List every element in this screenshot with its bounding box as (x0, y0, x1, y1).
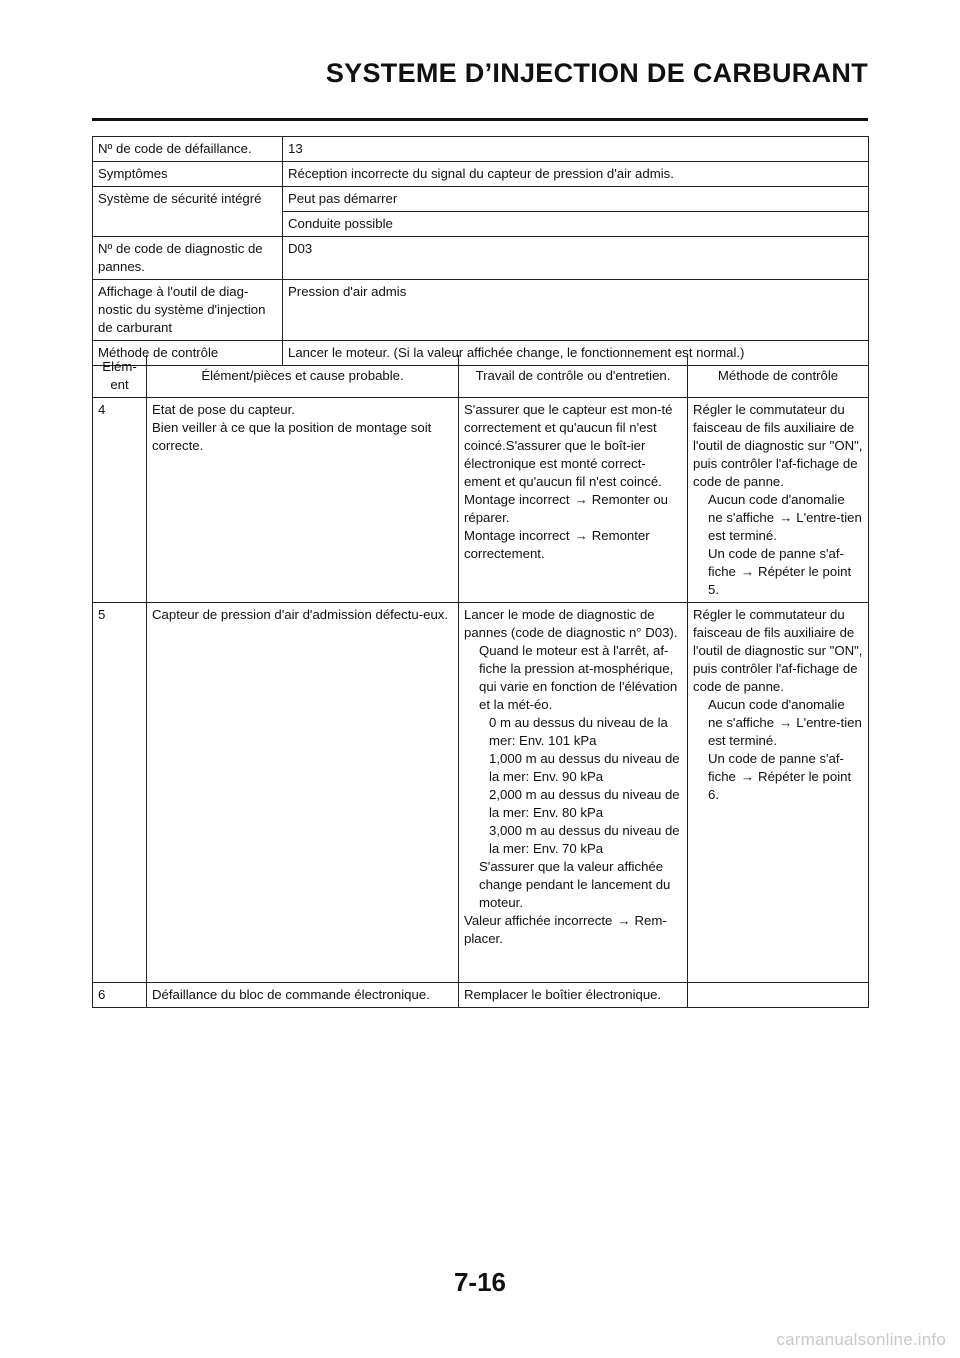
check-method-value: Lancer le moteur. (Si la valeur affichée change, le fonctionnement est normal.) (283, 341, 869, 366)
item-header: Elém-ent (93, 355, 147, 398)
method-condition: Un code de panne s'af-fiche (708, 751, 844, 784)
method-condition: Un code de panne s'af-fiche (708, 546, 844, 579)
work-text: S'assurer que la valeur affichée change pendant le lancement du moteur. (479, 859, 671, 910)
method-text: Régler le commutateur du faisceau de fils auxiliaire de l'outil de diagnostic sur "ON", puis contrôler l'af-fichage de code de panne. (693, 402, 863, 489)
step-cause (147, 983, 459, 1008)
work-condition: Montage incorrect (464, 528, 570, 543)
step-method (688, 603, 869, 983)
method-text: Régler le commutateur du faisceau de fils auxiliaire de l'outil de diagnostic sur "ON", puis contrôler l'af-fichage de code de panne. (693, 607, 863, 694)
work-result (464, 912, 682, 948)
header-rule (92, 118, 868, 121)
failsafe-value-start: Peut pas démarrer (283, 187, 869, 212)
fault-code-value: 13 (283, 137, 869, 162)
work-text: S'assurer que le capteur est mon-té correctement et qu'aucun fil n'est coincé.S'assurer que le boît-ier électronique est monté correct-ement et qu'aucun fil n'est coincé. (464, 402, 673, 489)
arrow-right-icon: → (740, 564, 755, 579)
troubleshooting-table (92, 355, 869, 1008)
diag-code-value: D03 (283, 237, 869, 280)
work-result (464, 491, 682, 527)
work-text: Lancer le mode de diagnostic de pannes (code de diagnostic n° D03). (464, 607, 678, 640)
diag-code-label: Nº de code de diagnostic de pannes. (93, 237, 283, 280)
step-row (93, 603, 869, 983)
work-action: Remonter correctement. (464, 528, 650, 561)
method-action: L'entre-tien est terminé. (708, 510, 862, 543)
method-action: Répéter le point 6. (708, 769, 852, 802)
page-title: SYSTEME D’INJECTION DE CARBURANT (325, 58, 868, 88)
method-result (693, 696, 863, 750)
altitude-value: 3,000 m au dessus du niveau de la mer: Env. 70 kPa (489, 823, 680, 856)
cause-header: Élément/pièces et cause probable. (147, 355, 459, 398)
diag-code-row (93, 237, 869, 280)
altitude-value: 2,000 m au dessus du niveau de la mer: Env. 80 kPa (489, 787, 680, 820)
work-header: Travail de contrôle ou d'entretien. (459, 355, 688, 398)
check-method-label: Méthode de contrôle (93, 341, 283, 366)
step-row (93, 398, 869, 603)
watermark: carmanualsonline.info (776, 1330, 946, 1349)
work-text: Quand le moteur est à l'arrêt, af-fiche la pression at-mosphérique, qui varie en fonction de l'élévation et la mét-éo. (479, 643, 678, 712)
arrow-right-icon: → (574, 492, 588, 507)
arrow-right-icon: → (617, 913, 631, 928)
step-number: 4 (93, 398, 147, 603)
method-condition: Aucun code d'anomalie ne s'affiche (708, 492, 845, 525)
method-condition: Aucun code d'anomalie ne s'affiche (708, 697, 845, 730)
steps-header-row (93, 355, 869, 398)
cause-detail: Bien veiller à ce que la position de montage soit correcte. (152, 420, 432, 453)
arrow-right-icon: → (779, 715, 793, 730)
fault-info-table (92, 136, 869, 366)
altitude-value: 1,000 m au dessus du niveau de la mer: Env. 90 kPa (489, 751, 680, 784)
step-number: 6 (93, 983, 147, 1008)
work-action: Remonter ou réparer. (464, 492, 668, 525)
step-method (688, 983, 869, 1008)
arrow-right-icon: → (779, 510, 793, 525)
step-cause (147, 603, 459, 983)
method-result (693, 750, 863, 804)
method-result (693, 545, 863, 599)
failsafe-label-continued (93, 212, 283, 237)
fault-code-row (93, 137, 869, 162)
work-action: Rem-placer. (464, 913, 667, 946)
failsafe-value-drive: Conduite possible (283, 212, 869, 237)
display-value: Pression d'air admis (283, 280, 869, 341)
step-row (93, 983, 869, 1008)
symptoms-value: Réception incorrecte du signal du capteur de pression d'air admis. (283, 162, 869, 187)
display-label: Affichage à l'outil de diag-nostic du système d'injection de carburant (93, 280, 283, 341)
method-header: Méthode de contrôle (688, 355, 869, 398)
fault-code-label: Nº de code de défaillance. (93, 137, 283, 162)
cause-title: Etat de pose du capteur. (152, 402, 295, 417)
arrow-right-icon: → (740, 769, 755, 784)
cause-title: Capteur de pression d'air d'admission défectu-eux. (152, 607, 449, 622)
symptoms-row (93, 162, 869, 187)
work-text: Remplacer le boîtier électronique. (464, 987, 662, 1002)
symptoms-label: Symptômes (93, 162, 283, 187)
cause-title: Défaillance du bloc de commande électronique. (152, 987, 430, 1002)
method-action: L'entre-tien est terminé. (708, 715, 862, 748)
step-cause (147, 398, 459, 603)
method-action: Répéter le point 5. (708, 564, 852, 597)
work-condition: Montage incorrect (464, 492, 570, 507)
display-row (93, 280, 869, 341)
page-number: 7-16 (453, 1267, 507, 1297)
altitude-value: 0 m au dessus du niveau de la mer: Env. 101 kPa (489, 715, 668, 748)
step-method (688, 398, 869, 603)
step-work (459, 398, 688, 603)
arrow-right-icon: → (574, 528, 588, 543)
failsafe-row-2 (93, 212, 869, 237)
method-result (693, 491, 863, 545)
failsafe-label: Système de sécurité intégré (93, 187, 283, 212)
step-work (459, 983, 688, 1008)
failsafe-row (93, 187, 869, 212)
work-result (464, 527, 682, 563)
work-condition: Valeur affichée incorrecte (464, 913, 613, 928)
step-number: 5 (93, 603, 147, 983)
step-work (459, 603, 688, 983)
